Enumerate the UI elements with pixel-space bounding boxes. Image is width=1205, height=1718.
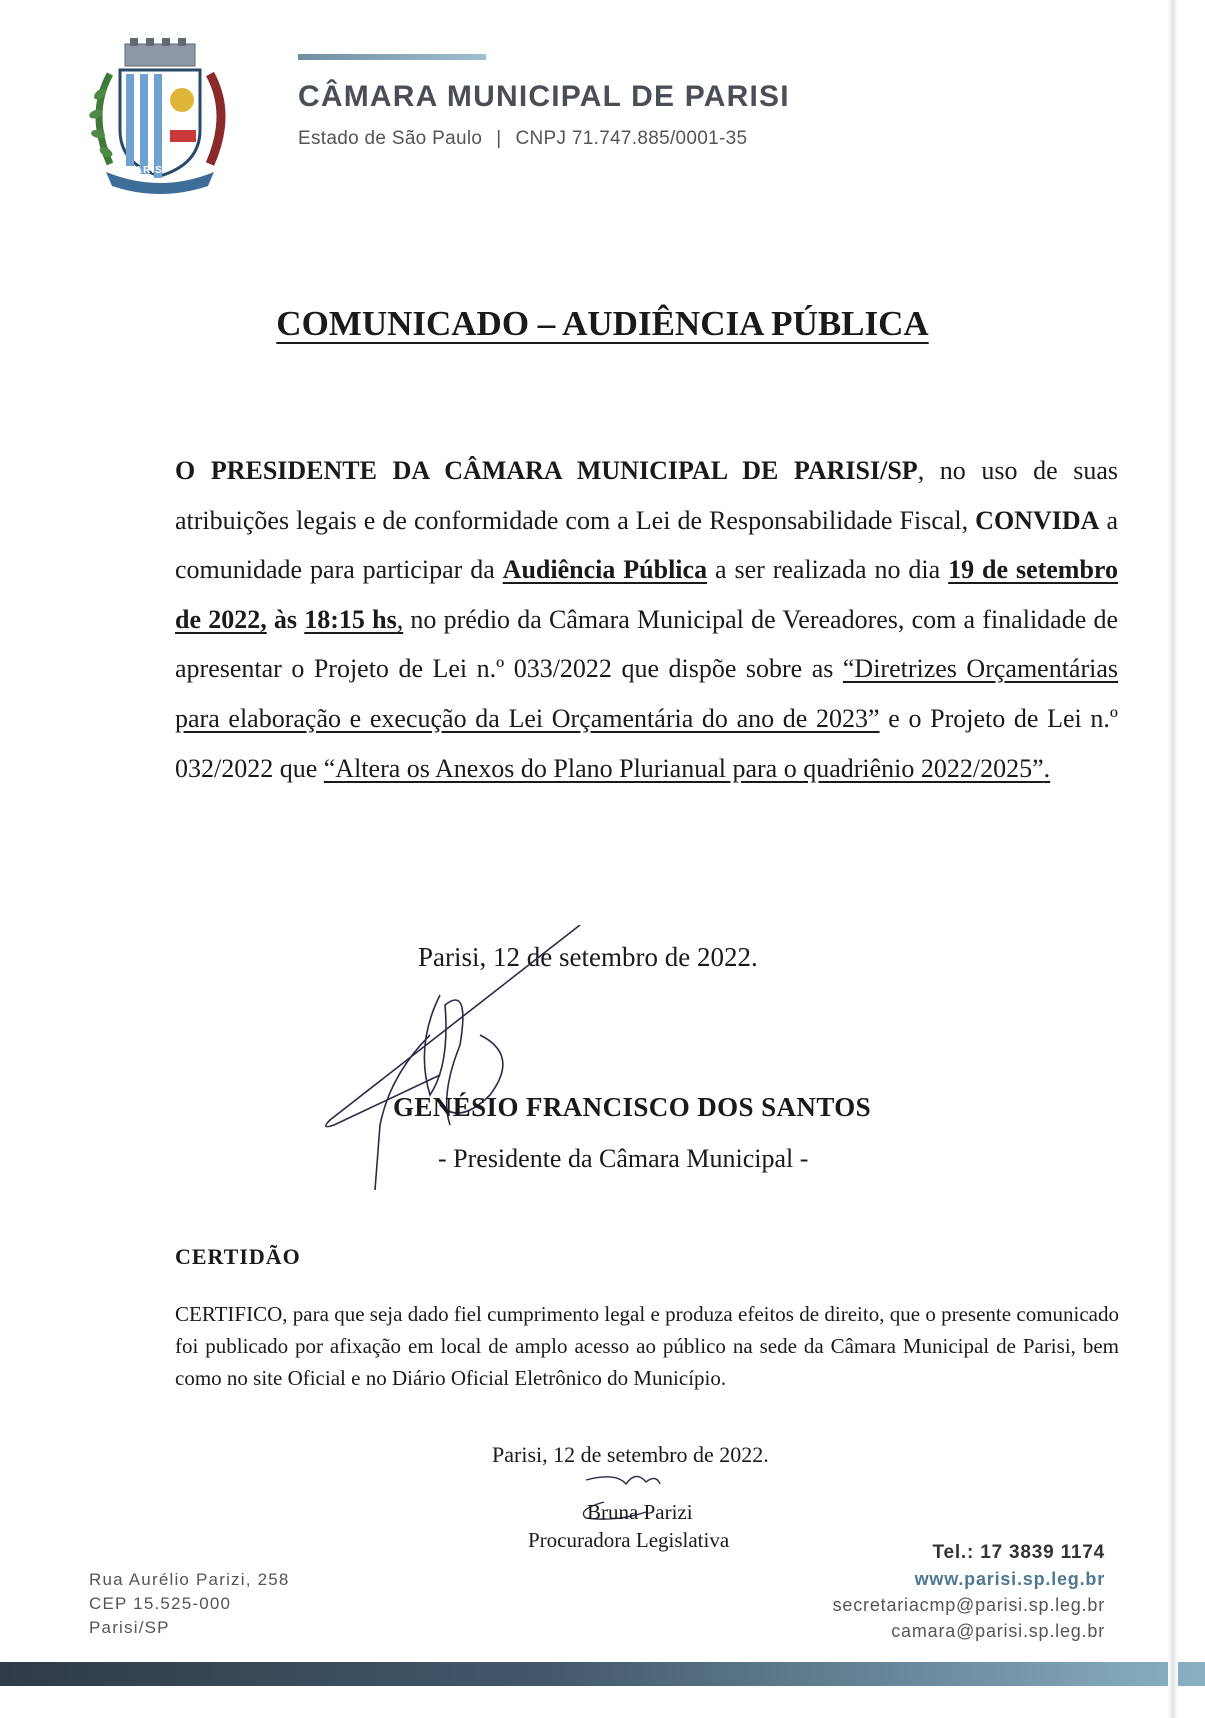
email-link[interactable]: secretariacmp@parisi.sp.leg.br (832, 1595, 1105, 1615)
body-text: , no uso de suas atribuições legais e de conformidade com a Lei de Responsabilidade Fiscal, (175, 456, 1118, 535)
signer-name: GENÉSIO FRANCISCO DOS SANTOS (393, 1092, 872, 1122)
certidao-text: CERTIFICO, para que seja dado fiel cumprimento legal e produza efeitos de direito, que o presente comunicado foi publicado por afixação em local de amplo acesso ao público na sede da Câmara Municipal de Parisi, bem como no site Oficial e no Diário Oficial Eletrônico do Município. (175, 1302, 1119, 1390)
law-title-2: “Altera os Anexos do Plano Plurianual para o quadriênio 2022/2025” (323, 753, 1044, 783)
certidao-signer: Bruna Parizi (587, 1500, 693, 1524)
place-date: Parisi, 12 de setembro de 2022. (418, 942, 758, 972)
certidao-title: CERTIDÃO (175, 1244, 301, 1269)
separator: | (496, 128, 502, 149)
body-text: a comunidade para participar da (175, 505, 1118, 585)
organization-subtitle (298, 128, 747, 150)
body-text: , (396, 604, 404, 634)
header-accent-line (298, 54, 486, 60)
audiencia-text: Audiência Pública (502, 555, 708, 585)
footer-contact (833, 1540, 1105, 1644)
logo-ribbon-text: PARISI (128, 165, 167, 176)
website-link[interactable]: www.parisi.sp.leg.br (914, 1569, 1105, 1589)
certidao-signer-role: Procuradora Legislativa (528, 1528, 730, 1552)
body-text: e o Projeto de Lei n.º 032/2022 que (175, 703, 1118, 783)
convida-text: CONVIDA (975, 505, 1100, 535)
body-text: . (1043, 753, 1051, 783)
announcement-body (175, 446, 1118, 793)
body-text: às (266, 604, 305, 634)
event-date: 19 de setembro de 2022, (175, 555, 1118, 634)
lead-text: O PRESIDENTE DA CÂMARA MUNICIPAL DE PARISI/SP (175, 456, 918, 485)
phone-number: Tel.: 17 3839 1174 (932, 1542, 1105, 1563)
address-line: Rua Aurélio Parizi, 258 (89, 1570, 290, 1589)
body-text: a ser realizada no dia (707, 555, 949, 585)
signer-role: - Presidente da Câmara Municipal - (438, 1144, 809, 1173)
email-link[interactable]: camara@parisi.sp.leg.br (891, 1621, 1105, 1641)
footer-address (89, 1568, 290, 1640)
organization-name: CÂMARA MUNICIPAL DE PARISI (298, 80, 790, 113)
law-title-1: “Diretrizes Orçamentárias para elaboração e execução da Lei Orçamentária do ano de 2023” (175, 654, 1119, 733)
address-line: CEP 15.525-000 (89, 1594, 232, 1613)
certidao-place-date: Parisi, 12 de setembro de 2022. (492, 1442, 769, 1467)
state-label: Estado de São Paulo (298, 128, 483, 149)
document-title-text: COMUNICADO – AUDIÊNCIA PÚBLICA (276, 304, 929, 343)
footer-bar (0, 1662, 1205, 1686)
address-line: Parisi/SP (89, 1618, 170, 1637)
cnpj-label: CNPJ 71.747.885/0001-35 (515, 128, 748, 149)
scan-edge (1168, 0, 1178, 1718)
event-time: 18:15 hs (304, 604, 397, 634)
document-title (0, 304, 1205, 344)
body-text: no prédio da Câmara Municipal de Vereadores, com a finalidade de apresentar o Projeto de Lei n.º 033/2022 que dispõe sobre as (175, 604, 1118, 684)
